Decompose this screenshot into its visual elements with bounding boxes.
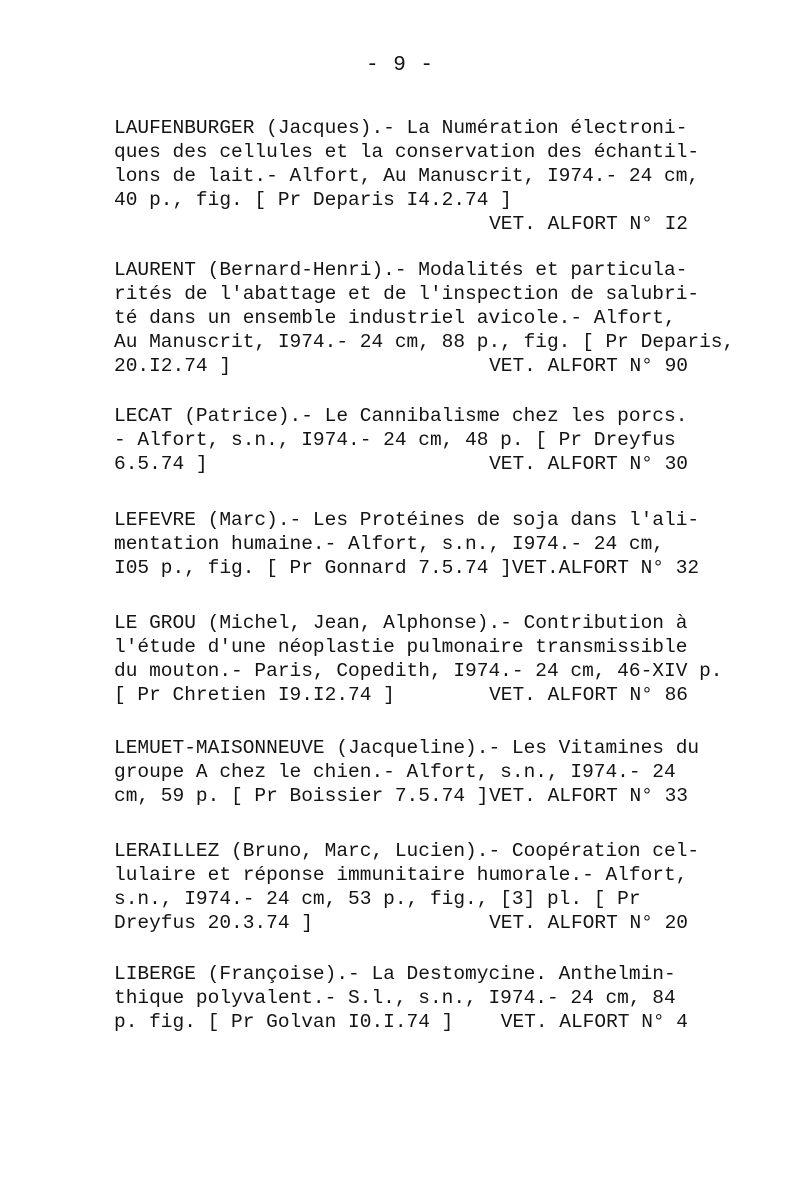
- bibliography-entry: [114, 839, 700, 935]
- entry-text-line: - Alfort, s.n., I974.- 24 cm, 48 p. [ Pr Dreyfus: [114, 429, 676, 451]
- entry-text-line: Dreyfus 20.3.74 ]: [114, 912, 313, 934]
- entry-text-line: 40 p., fig. [ Pr Deparis I4.2.74 ]: [114, 189, 512, 211]
- entry-last-line: [114, 784, 694, 808]
- entry-last-line: [114, 452, 694, 476]
- bibliography-entry: [114, 736, 700, 808]
- entry-last-line: [114, 354, 694, 378]
- entry-text-line: du mouton.- Paris, Copedith, I974.- 24 cm, 46-XIV p.: [114, 660, 723, 682]
- entry-text-line: cm, 59 p. [ Pr Boissier 7.5.74 ]: [114, 785, 489, 807]
- entry-text-line: LERAILLEZ (Bruno, Marc, Lucien).- Coopération cel-: [114, 840, 700, 862]
- entry-last-line: [114, 1010, 694, 1034]
- entry-last-line: [114, 911, 694, 935]
- entry-text-line: LAUFENBURGER (Jacques).- La Numération électroni-: [114, 117, 688, 139]
- bibliography-entry: [114, 404, 694, 476]
- entry-text-line: [ Pr Chretien I9.I2.74 ]: [114, 684, 395, 706]
- entry-text-line: groupe A chez le chien.- Alfort, s.n., I974.- 24: [114, 761, 676, 783]
- entry-text-line: LAURENT (Bernard-Henri).- Modalités et particula-: [114, 259, 688, 281]
- bibliography-entry: [114, 508, 700, 580]
- bibliography-entry: [114, 258, 735, 378]
- entry-text-line: 6.5.74 ]: [114, 453, 208, 475]
- bibliography-entry: [114, 116, 700, 236]
- entry-text-line: Au Manuscrit, I974.- 24 cm, 88 p., fig. [ Pr Deparis,: [114, 331, 735, 353]
- entry-text-line: LEMUET-MAISONNEUVE (Jacqueline).- Les Vitamines du: [114, 737, 700, 759]
- entry-text-line: rités de l'abattage et de l'inspection de salubri-: [114, 283, 700, 305]
- entry-reference: VET. ALFORT N° 86: [489, 684, 688, 706]
- bibliography-entry: [114, 962, 694, 1034]
- entry-text-line: lulaire et réponse immunitaire humorale.- Alfort,: [114, 864, 688, 886]
- entry-text-line: 20.I2.74 ]: [114, 355, 232, 377]
- entry-reference: VET. ALFORT N° 4: [500, 1011, 688, 1033]
- entry-reference: VET. ALFORT N° 30: [489, 453, 688, 475]
- entry-reference: VET. ALFORT N° 90: [489, 355, 688, 377]
- entry-text-line: LE GROU (Michel, Jean, Alphonse).- Contribution à: [114, 612, 688, 634]
- entry-text-line: lons de lait.- Alfort, Au Manuscrit, I974.- 24 cm,: [114, 165, 700, 187]
- page-number: - 9 -: [365, 54, 434, 77]
- entry-text-line: LEFEVRE (Marc).- Les Protéines de soja dans l'ali-: [114, 509, 700, 531]
- bibliography-entry: [114, 611, 723, 707]
- entry-reference: VET. ALFORT N° I2: [489, 213, 688, 235]
- entry-text-line: mentation humaine.- Alfort, s.n., I974.- 24 cm,: [114, 533, 664, 555]
- entry-text-line: LECAT (Patrice).- Le Cannibalisme chez les porcs.: [114, 405, 688, 427]
- entry-text-line: I05 p., fig. [ Pr Gonnard 7.5.74 ]: [114, 557, 512, 579]
- entry-text-line: l'étude d'une néoplastie pulmonaire transmissible: [114, 636, 688, 658]
- entry-text-line: thique polyvalent.- S.l., s.n., I974.- 24 cm, 84: [114, 987, 676, 1009]
- entry-reference: VET. ALFORT N° 20: [489, 912, 688, 934]
- entry-text-line: LIBERGE (Françoise).- La Destomycine. Anthelmin-: [114, 963, 676, 985]
- entry-text-line: p. fig. [ Pr Golvan I0.I.74 ]: [114, 1011, 454, 1033]
- entry-text-line: ques des cellules et la conservation des échantil-: [114, 141, 700, 163]
- entry-text-line: s.n., I974.- 24 cm, 53 p., fig., [3] pl. [ Pr: [114, 888, 641, 910]
- entry-text-line: té dans un ensemble industriel avicole.- Alfort,: [114, 307, 676, 329]
- entry-reference: VET.ALFORT N° 32: [511, 557, 700, 579]
- entry-last-line: [114, 556, 700, 580]
- entry-reference: VET. ALFORT N° 33: [489, 785, 688, 807]
- entry-last-line: [114, 683, 694, 707]
